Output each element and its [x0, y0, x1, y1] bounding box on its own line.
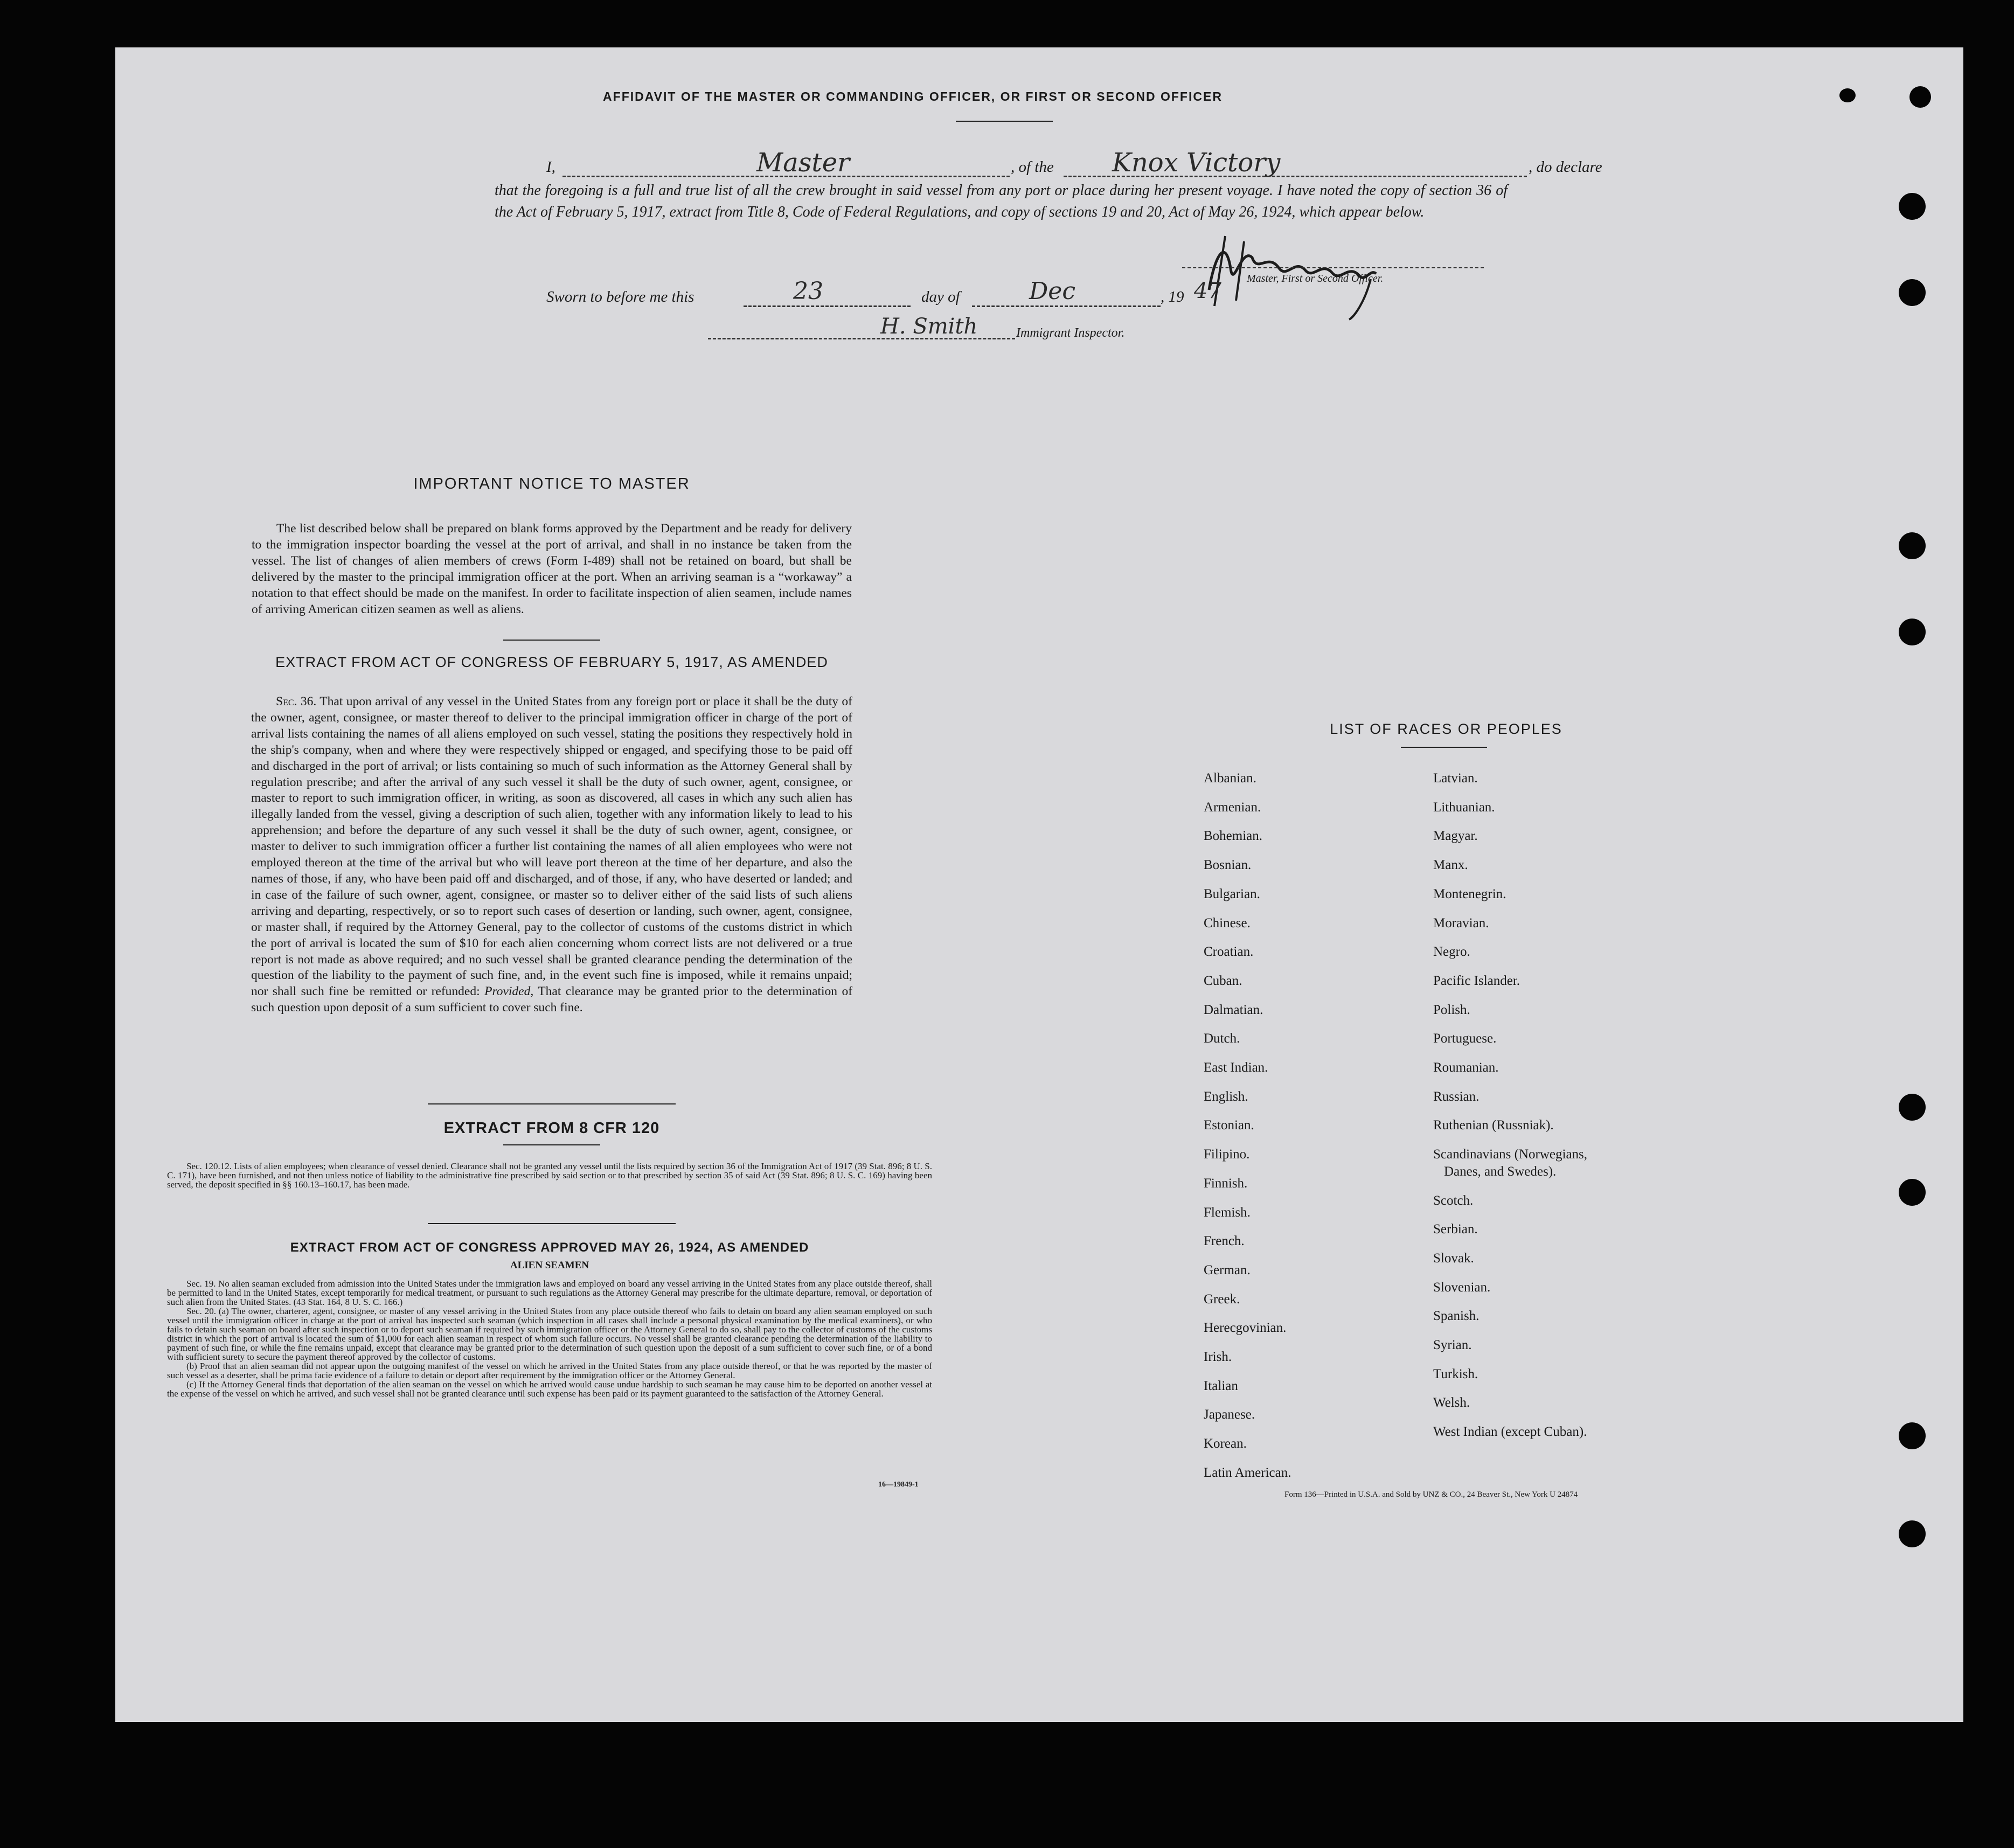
title-underline: [956, 121, 1053, 122]
punch-hole: [1839, 88, 1856, 102]
provided-label: Provided,: [484, 984, 534, 999]
race-list-item: Lithuanian.: [1433, 800, 1495, 815]
race-list-item: Albanian.: [1204, 771, 1256, 786]
section-36-text: That upon arrival of any vessel in the United States from any foreign port or place it shall be the duty of the owner, agent, consignee, or master thereof to deliver to the principal immigration officer in charge of the port of arrival lists containing the names of all aliens employed on such vessel, stating the positions they respectively hold in the ship's company, when and where they were respectively shipped or engaged, and specifying those to be paid off and discharged in the port of arrival; or lists containing so much of such information as the Attorney General shall by regulation prescribe; and after the arrival of any such vessel it shall be the duty of such owner, agent, consignee, or master to report to such immigration officer, in writing, as soon as discovered, all cases in which any such alien has illegally landed from the vessel, giving a description of such alien, together with any information likely to lead to his apprehension; and before the departure of any such vessel it shall be the duty of such owner, agent, consignee, or master to deliver to such immigration officer a further list containing the names of all alien employees who were not employed thereon at the time of the arrival but who will leave port thereon at the time of her departure, and also the names of those, if any, who have been paid off and discharged, and of those, if any, who have deserted or landed; and in case of the failure of such owner, agent, consignee, or master so to deliver either of the said lists of such aliens arriving and departing, respectively, or so to report such cases of desertion or landing, such owner, agent, consignee, or master shall, if required by the Attorney General, pay to the collector of customs of the customs district in which the port of arrival is located the sum of $10 for each alien concerning whom correct lists are not delivered or a true report is not made as above required; and no such vessel shall be granted clearance pending the determination of the question of the liability to the payment of such fine, and, in the event such fine is imposed, while it remains unpaid; nor shall such fine be remitted or refunded:: [251, 694, 853, 999]
race-list-item: Scotch.: [1433, 1193, 1474, 1208]
cfr-rule-top: [428, 1103, 676, 1104]
section-20c-text: (c) If the Attorney General finds that deportation of the alien seaman on the vessel on which he arrived would cause undue hardship to such seaman he may cause him to be deported on another vessel at the expense of the vessel on which he arrived, and such vessel shall not be granted clearance until such expense has been paid or its payment guaranteed to the satisfaction of the Attorney General.: [167, 1379, 932, 1399]
section-36-text-end: That clearance may be granted prior to the determination of such question upon deposit of a sum sufficient to cover such fine.: [251, 984, 853, 1015]
cfr-title-underline: [503, 1144, 600, 1145]
notice-title: IMPORTANT NOTICE TO MASTER: [413, 475, 690, 492]
day-field-line: [744, 305, 911, 307]
race-list-item: Croatian.: [1204, 944, 1254, 960]
race-list-item: German.: [1204, 1262, 1251, 1277]
extract-1924-body: [167, 1279, 932, 1398]
race-list-item: Latvian.: [1433, 771, 1478, 786]
races-right-column: [1433, 764, 1587, 1447]
extract-1917-title: EXTRACT FROM ACT OF CONGRESS OF FEBRUARY 5, 1917, AS AMENDED: [275, 654, 828, 670]
race-list-item: Magyar.: [1433, 829, 1478, 844]
inspector-handwritten: H. Smith: [880, 314, 978, 339]
race-list-item: Flemish.: [1204, 1205, 1251, 1220]
i-label: I,: [546, 158, 555, 176]
section-19-text: Sec. 19. No alien seaman excluded from admission into the United States under the immigration laws and employed on board any vessel arriving in the United States from any place outside thereof, shall be permitted to land in the United States, except temporarily for medical treatment, or pursuant to such regulations as the Attorney General may prescribe for the ultimate departure, removal, or deportation of such alien from the United States. (43 Stat. 164, 8 U. S. C. 166.): [167, 1279, 932, 1307]
cfr-title: EXTRACT FROM 8 CFR 120: [443, 1120, 660, 1137]
race-list-item: Scandinavians (Norwegians,: [1433, 1147, 1588, 1162]
form-printer-note: Form 136—Printed in U.S.A. and Sold by UNZ & CO., 24 Beaver St., New York U 24874: [1284, 1490, 1578, 1499]
race-list-item: Danes, and Swedes).: [1444, 1164, 1557, 1179]
races-left-column: [1204, 764, 1291, 1488]
race-list-item: Portuguese.: [1433, 1031, 1497, 1046]
race-list-item: Dalmatian.: [1204, 1002, 1263, 1017]
race-list-item: Turkish.: [1433, 1366, 1478, 1381]
race-list-item: Pacific Islander.: [1433, 973, 1520, 988]
race-list-item: Herecgovinian.: [1204, 1321, 1287, 1336]
cfr-body: Sec. 120.12. Lists of alien employees; when clearance of vessel denied. Clearance shall not be granted any vessel until the lists required by section 36 of the Immigration Act of 1917 (39 Stat. 896; 8 U. S. C. 171), have been furnished, and not then unless notice of liability to the administrative fine prescribed by said section or to that prescribed by section 35 of said Act (39 Stat. 896; 8 U. S. C. 169) having been served, the deposit specified in §§ 160.13–160.17, has been made.: [167, 1161, 932, 1190]
declaration-body: that the foregoing is a full and true list of all the crew brought in said vessel from any port or place during her present voyage. I have noted the copy of section 36 of the Act of February 5, 1917, extract from Title 8, Code of Federal Regulations, and copy of sections 19 and 20, Act of May 26, 1924, which appear below.: [495, 182, 1508, 220]
affidavit-title: AFFIDAVIT OF THE MASTER OR COMMANDING OFFICER, OR FIRST OR SECOND OFFICER: [603, 89, 1223, 103]
of-the-label: , of the: [1011, 158, 1054, 176]
1924-rule-top: [428, 1223, 676, 1224]
punch-hole: [1899, 1179, 1926, 1206]
race-list-item: Spanish.: [1433, 1309, 1480, 1324]
punch-hole: [1899, 1520, 1926, 1547]
race-list-item: Armenian.: [1204, 800, 1261, 815]
race-list-item: English.: [1204, 1089, 1248, 1104]
sworn-line: [546, 277, 1290, 314]
race-list-item: Cuban.: [1204, 973, 1242, 988]
race-list-item: Syrian.: [1433, 1338, 1472, 1353]
vessel-handwritten: Knox Victory: [1112, 148, 1281, 178]
race-list-item: Polish.: [1433, 1002, 1470, 1017]
section-36-label: Sec. 36.: [276, 694, 317, 708]
day-handwritten: 23: [793, 277, 823, 305]
notice-body: The list described below shall be prepared on blank forms approved by the Department and be ready for delivery to the immigration inspector boarding the vessel at the port of arrival, and shall in no instance be taken from the vessel. The list of changes of alien members of crews (Form I-489) shall not be retained on board, but shall be delivered by the master to the principal immigration officer at the port. When an arriving seaman is a “workaway” a notation to that effect should be made on the manifest. In order to facilitate inspection of alien seamen, include names of arriving American citizen seamen as well as aliens.: [252, 522, 852, 616]
race-list-item: Manx.: [1433, 858, 1468, 873]
race-list-item: Latin American.: [1204, 1465, 1291, 1480]
race-list-item: Welsh.: [1433, 1395, 1470, 1411]
inspector-line: [708, 314, 1301, 346]
punch-hole: [1909, 86, 1931, 108]
race-list-item: Moravian.: [1433, 915, 1489, 930]
name-handwritten: Master: [756, 148, 850, 178]
race-list-item: Bulgarian.: [1204, 886, 1260, 901]
races-title-underline: [1401, 747, 1487, 748]
race-list-item: Roumanian.: [1433, 1060, 1499, 1075]
punch-hole: [1899, 1094, 1926, 1121]
race-list-item: Negro.: [1433, 944, 1470, 960]
sworn-label: Sworn to before me this: [546, 288, 695, 305]
race-list-item: Estonian.: [1204, 1118, 1254, 1133]
race-list-item: Chinese.: [1204, 915, 1251, 930]
race-list-item: Montenegrin.: [1433, 886, 1506, 901]
punch-hole: [1899, 532, 1926, 559]
race-list-item: Bohemian.: [1204, 829, 1263, 844]
race-list-item: Irish.: [1204, 1350, 1232, 1365]
section-20a-text: Sec. 20. (a) The owner, charterer, agent, consignee, or master of any vessel arriving in the United States from any place outside thereof who fails to detain on board any alien seaman employed on such vessel until the immigration officer in charge at the port of arrival has inspected such seaman (which inspection in all cases shall include a personal physical examination by the medical examiners), or who fails to detain such seaman on board after such inspection or to deport such seaman if required by such immigration officer or the Attorney General to do so, shall pay to the collector of customs of the customs district in which the port of arrival is located the sum of $1,000 for each alien seaman in respect of whom such failure occurs. No vessel shall be granted clearance pending the determination of the liability to payment of such fine, or while the fine remains unpaid, except that clearance may be granted prior to the determination of such question upon the deposit of a sum sufficient to cover such fine, or of a bond with sufficient surety to secure the payment thereof approved by the collector of customs.: [167, 1306, 932, 1362]
document-page: [115, 47, 1963, 1722]
month-handwritten: Dec: [1029, 277, 1075, 305]
year-prefix: , 19: [1161, 288, 1184, 305]
inspector-caption: Immigrant Inspector.: [1016, 326, 1125, 340]
race-list-item: Greek.: [1204, 1291, 1240, 1307]
race-list-item: Russian.: [1433, 1089, 1480, 1104]
race-list-item: Bosnian.: [1204, 858, 1252, 873]
race-list-item: Ruthenian (Russniak).: [1433, 1118, 1554, 1133]
race-list-item: Slovenian.: [1433, 1280, 1491, 1295]
race-list-item: Korean.: [1204, 1436, 1247, 1451]
race-list-item: Italian: [1204, 1378, 1238, 1393]
notice-rule: [503, 640, 600, 641]
signature-line: [1182, 267, 1484, 268]
race-list-item: Filipino.: [1204, 1147, 1250, 1162]
race-list-item: French.: [1204, 1234, 1245, 1249]
section-20b-text: (b) Proof that an alien seaman did not appear upon the outgoing manifest of the vessel on which he arrived in the United States from any place outside thereof, or that he was reported by the master of such vessel as a deserter, shall be prima facie evidence of a failure to detain or deport after requirement by the immigration officer or the Attorney General.: [167, 1361, 932, 1380]
print-code: 16—19849-1: [878, 1481, 919, 1489]
races-title: LIST OF RACES OR PEOPLES: [1330, 721, 1562, 737]
punch-hole: [1899, 1422, 1926, 1449]
year-handwritten: 47: [1194, 279, 1221, 303]
punch-hole: [1899, 193, 1926, 220]
extract-1917-body: [251, 694, 852, 1016]
race-list-item: Finnish.: [1204, 1176, 1248, 1191]
race-list-item: Dutch.: [1204, 1031, 1240, 1046]
race-list-item: Serbian.: [1433, 1222, 1478, 1237]
month-field-line: [972, 305, 1161, 307]
race-list-item: West Indian (except Cuban).: [1433, 1425, 1587, 1440]
signature-caption: Master, First or Second Officer.: [1247, 273, 1384, 284]
punch-hole: [1899, 279, 1926, 306]
race-list-item: Slovak.: [1433, 1250, 1474, 1266]
punch-hole: [1899, 619, 1926, 645]
alien-seamen-subtitle: ALIEN SEAMEN: [510, 1260, 589, 1271]
do-declare-label: , do declare: [1529, 158, 1602, 176]
race-list-item: Japanese.: [1204, 1407, 1255, 1422]
race-list-item: East Indian.: [1204, 1060, 1268, 1075]
extract-1924-title: EXTRACT FROM ACT OF CONGRESS APPROVED MAY 26, 1924, AS AMENDED: [290, 1240, 809, 1255]
day-of-label: day of: [921, 288, 960, 305]
